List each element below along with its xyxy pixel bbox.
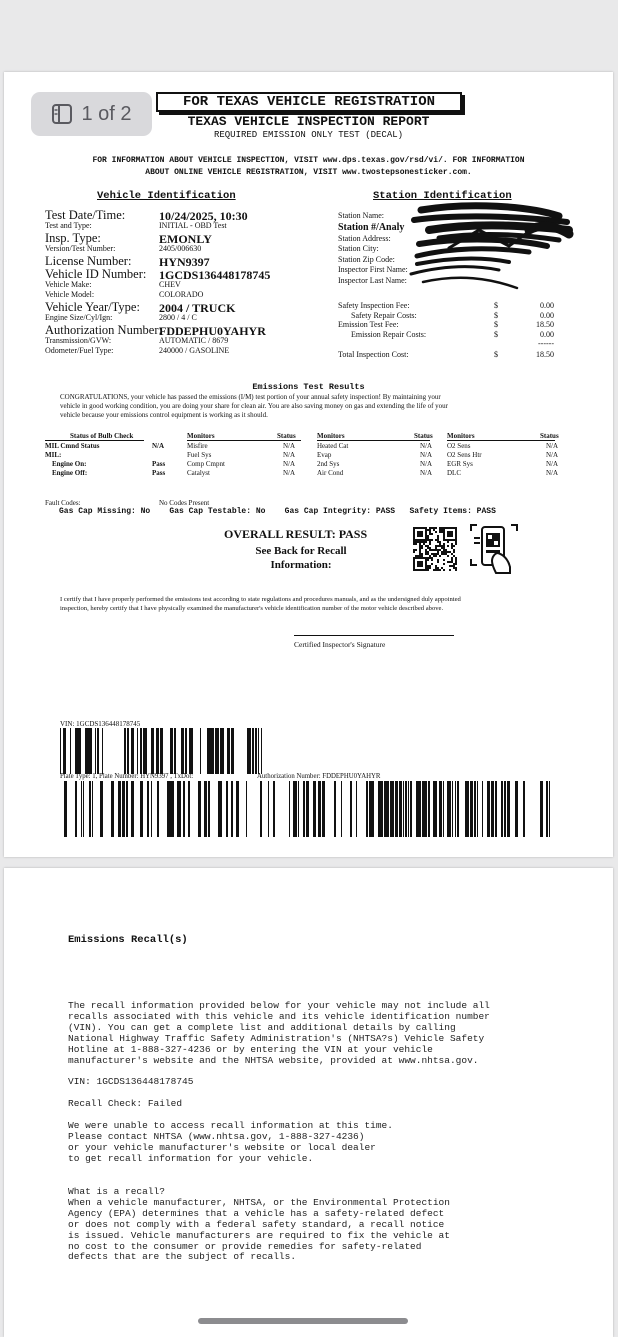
fee-amount: 0.00 bbox=[540, 301, 554, 310]
vehicle-field-value: INITIAL - OBD Test bbox=[159, 221, 227, 230]
recall-intro: The recall information provided below for your vehicle may not include all recalls associated with this vehicle and its vehicle identification number (VIN). You can get a complete list and additional details by calling National Highway Traffic Safety Administration's (NHTSA?s) Vehicle Safety Hotline at 1-888-327-4236 or by entering the VIN at your vehicle manufacturer's website and the NHTSA website, provided at www.nhtsa.gov. bbox=[68, 1000, 490, 1066]
redaction-scribble bbox=[409, 200, 574, 292]
vehicle-field-value: HYN9397 bbox=[159, 255, 210, 269]
plate-barcode-label: Plate Type: 1, Plate Number: HYN9397 , TxDot: bbox=[60, 773, 194, 780]
page-indicator-text: 1 of 2 bbox=[81, 102, 132, 125]
fee-amount: 18.50 bbox=[536, 320, 554, 329]
fee-label: Emission Test Fee: bbox=[338, 320, 399, 329]
vehicle-field-label: Test and Type: bbox=[45, 221, 92, 230]
monitor-status: N/A bbox=[546, 469, 559, 477]
monitor-status: N/A bbox=[420, 460, 433, 468]
total-cost-label: Total Inspection Cost: bbox=[338, 350, 409, 359]
table-header-rule bbox=[45, 440, 144, 441]
report-page-2 bbox=[4, 868, 613, 1337]
vehicle-field-label: Authorization Number: bbox=[45, 323, 162, 337]
total-cost-amount: 18.50 bbox=[536, 350, 554, 359]
report-title: TEXAS VEHICLE INSPECTION REPORT bbox=[187, 114, 430, 129]
what-is-recall: What is a recall? When a vehicle manufacturer, NHTSA, or the Environmental Protection Agency (EPA) determines that a vehicle has a safety-related defect or does not comply with a federal safety standard, a recall notice is issued. Vehicle manufacturers are required to fix the vehicle at no cost to the consumer or provide remedies for safety-related defects that are the subject of recalls. bbox=[68, 1186, 450, 1263]
monitor-name: Evap bbox=[317, 451, 332, 459]
header-registration: FOR TEXAS VEHICLE REGISTRATION bbox=[156, 92, 462, 112]
recall-vin: VIN: 1GCDS136448178745 bbox=[68, 1076, 194, 1087]
pages-icon bbox=[51, 103, 73, 125]
monitor-status: N/A bbox=[420, 469, 433, 477]
monitor-name: O2 Sens bbox=[447, 442, 471, 450]
monitor-name: Fuel Sys bbox=[187, 451, 212, 459]
fee-amount: 0.00 bbox=[540, 311, 554, 320]
bulb-check-header: Status of Bulb Check bbox=[70, 432, 134, 440]
monitor-name: Catalyst bbox=[187, 469, 210, 477]
monitor-name: Heated Cat bbox=[317, 442, 349, 450]
station-field-label: Station #/Analy bbox=[338, 221, 405, 233]
monitor-name: 2nd Sys bbox=[317, 460, 340, 468]
monitor-status: N/A bbox=[283, 469, 296, 477]
bulb-row-label: MIL Cmnd Status bbox=[45, 442, 100, 450]
bulb-row-label: Engine Off: bbox=[52, 469, 88, 477]
vehicle-field-label: Vehicle Year/Type: bbox=[45, 300, 140, 314]
monitor-header: Monitors bbox=[317, 432, 345, 440]
vehicle-field-value: EMONLY bbox=[159, 232, 212, 246]
monitor-name: Misfire bbox=[187, 442, 208, 450]
bulb-row-label: Engine On: bbox=[52, 460, 87, 468]
vehicle-field-value: COLORADO bbox=[159, 290, 204, 299]
signature-line bbox=[294, 635, 454, 636]
monitor-status: N/A bbox=[546, 451, 559, 459]
station-field-label: Station Name: bbox=[338, 211, 384, 220]
bulb-row-label: MIL: bbox=[45, 451, 62, 459]
qr-code-icon bbox=[413, 527, 457, 571]
monitor-status: N/A bbox=[546, 460, 559, 468]
station-field-label: Station Zip Code: bbox=[338, 254, 395, 264]
vin-barcode-label: VIN: 1GCDS136448178745 bbox=[60, 720, 141, 728]
vin-barcode bbox=[60, 728, 264, 774]
report-subtitle: REQUIRED EMISSION ONLY TEST (DECAL) bbox=[213, 130, 404, 140]
vehicle-field-label: Insp. Type: bbox=[45, 231, 101, 245]
monitor-header: Monitors bbox=[447, 432, 475, 440]
vehicle-field-value: CHEV bbox=[159, 280, 181, 289]
recall-title: Emissions Recall(s) bbox=[68, 934, 188, 946]
monitor-name: Air Cond bbox=[317, 469, 344, 477]
fee-currency: $ bbox=[494, 330, 498, 339]
vehicle-field-value: 10/24/2025, 10:30 bbox=[159, 209, 248, 223]
monitor-status: N/A bbox=[546, 442, 559, 450]
congrats-text: CONGRATULATIONS, your vehicle has passed the emissions (I/M) test portion of your annual safety inspection! By maintaining your vehicle in good working condition, you are doing your share for clean air. You are also saving money on gas and extending the life of your vehicle because your emissions control equipment is working as it should. bbox=[60, 393, 449, 419]
monitor-status: N/A bbox=[420, 442, 433, 450]
monitor-status: N/A bbox=[283, 451, 296, 459]
emissions-title: Emissions Test Results bbox=[252, 382, 365, 392]
fee-amount: 0.00 bbox=[540, 330, 554, 339]
vehicle-field-value: 240000 / GASOLINE bbox=[159, 346, 230, 355]
vehicle-field-label: Engine Size/Cyl/Ign: bbox=[45, 313, 113, 322]
signature-label: Certified Inspector's Signature bbox=[294, 640, 386, 649]
report-page-1 bbox=[4, 72, 613, 857]
vehicle-field-label: Odometer/Fuel Type: bbox=[45, 346, 114, 355]
monitor-status: N/A bbox=[283, 442, 296, 450]
station-section-title: Station Identification bbox=[373, 190, 512, 202]
status-header: Status bbox=[414, 432, 433, 440]
vehicle-field-label: License Number: bbox=[45, 254, 132, 268]
overall-result: OVERALL RESULT: PASS bbox=[224, 527, 368, 541]
monitor-header: Monitors bbox=[187, 432, 215, 440]
station-field-label: Inspector Last Name: bbox=[338, 275, 407, 285]
station-field-label: Inspector First Name: bbox=[338, 265, 408, 274]
station-field-label: Station Address: bbox=[338, 233, 391, 243]
vehicle-field-value: FDDEPHU0YAHYR bbox=[159, 324, 266, 338]
vehicle-field-value: 2004 / TRUCK bbox=[159, 301, 236, 315]
vehicle-field-value: AUTOMATIC / 8679 bbox=[159, 336, 229, 345]
fee-currency: $ bbox=[494, 311, 498, 320]
monitor-status: N/A bbox=[420, 451, 433, 459]
monitor-name: O2 Sens Htr bbox=[447, 451, 482, 459]
fault-codes-label: Fault Codes: bbox=[45, 499, 81, 507]
table-header-rule bbox=[187, 440, 301, 441]
monitor-name: Comp Cmpnt bbox=[187, 460, 225, 468]
fee-label: Safety Repair Costs: bbox=[351, 311, 417, 320]
status-header: Status bbox=[277, 432, 296, 440]
recall-check-status: Recall Check: Failed bbox=[68, 1098, 183, 1109]
total-cost-currency: $ bbox=[494, 350, 498, 359]
gas-cap-line: Gas Cap Missing: No Gas Cap Testable: No Gas Cap Integrity: PASS Safety Items: PASS bbox=[59, 507, 496, 516]
info-text: FOR INFORMATION ABOUT VEHICLE INSPECTION, VISIT www.dps.texas.gov/rsd/vi/. FOR INFORMATION ABOUT ONLINE VEHICLE REGISTRATION, VISIT www.twostepsonesticker.com. bbox=[92, 156, 525, 177]
vehicle-section-title: Vehicle Identification bbox=[97, 190, 236, 202]
fee-label: Safety Inspection Fee: bbox=[338, 301, 410, 310]
fee-currency: $ bbox=[494, 320, 498, 329]
phone-scan-icon bbox=[468, 523, 520, 575]
station-field-label: Station City: bbox=[338, 244, 379, 253]
auth-barcode-label: Authorization Number: FDDEPHU0YAHYR bbox=[257, 773, 381, 780]
vehicle-field-label: Transmission/GVW: bbox=[45, 336, 112, 345]
bulb-row-value: Pass bbox=[152, 460, 166, 468]
fault-codes-value: No Codes Present bbox=[159, 499, 210, 507]
certify-text: I certify that I have properly performed the emissions test according to state regulations and procedures manuals, and as the undersigned duly appointed inspection, hereby certify that I have physically examined the manufacturer's vehicle identification number of the motor vehicle described above. bbox=[60, 596, 461, 612]
recall-note: See Back for Recall Information: bbox=[255, 545, 347, 571]
total-dashes: ------ bbox=[538, 339, 554, 348]
status-header: Status bbox=[540, 432, 559, 440]
table-header-rule bbox=[317, 440, 430, 441]
monitor-name: DLC bbox=[447, 469, 461, 477]
recall-unavailable: We were unable to access recall information at this time. Please contact NHTSA (www.nhtsa.gov, 1-888-327-4236) or your vehicle manufacturer's website or local dealer to get recall information for your vehicle. bbox=[68, 1120, 393, 1164]
vehicle-field-label: Version/Test Number: bbox=[45, 244, 116, 253]
fee-currency: $ bbox=[494, 301, 498, 310]
vehicle-field-label: Vehicle ID Number: bbox=[45, 267, 147, 281]
bulb-row-value: N/A bbox=[152, 442, 165, 450]
bulb-row-value: Pass bbox=[152, 469, 166, 477]
vehicle-field-value: 1GCDS136448178745 bbox=[159, 268, 271, 282]
table-header-rule bbox=[447, 440, 555, 441]
monitor-name: EGR Sys bbox=[447, 460, 473, 468]
vehicle-field-label: Vehicle Model: bbox=[45, 290, 95, 299]
monitor-status: N/A bbox=[283, 460, 296, 468]
home-indicator[interactable] bbox=[198, 1318, 408, 1324]
plate-barcode bbox=[60, 781, 551, 837]
vehicle-field-value: 2800 / 4 / C bbox=[159, 313, 197, 322]
vehicle-field-label: Vehicle Make: bbox=[45, 280, 92, 289]
vehicle-field-value: 2405/006630 bbox=[159, 244, 202, 253]
vehicle-field-label: Test Date/Time: bbox=[45, 208, 126, 222]
fee-label: Emission Repair Costs: bbox=[351, 330, 427, 339]
page-indicator[interactable] bbox=[31, 92, 152, 136]
